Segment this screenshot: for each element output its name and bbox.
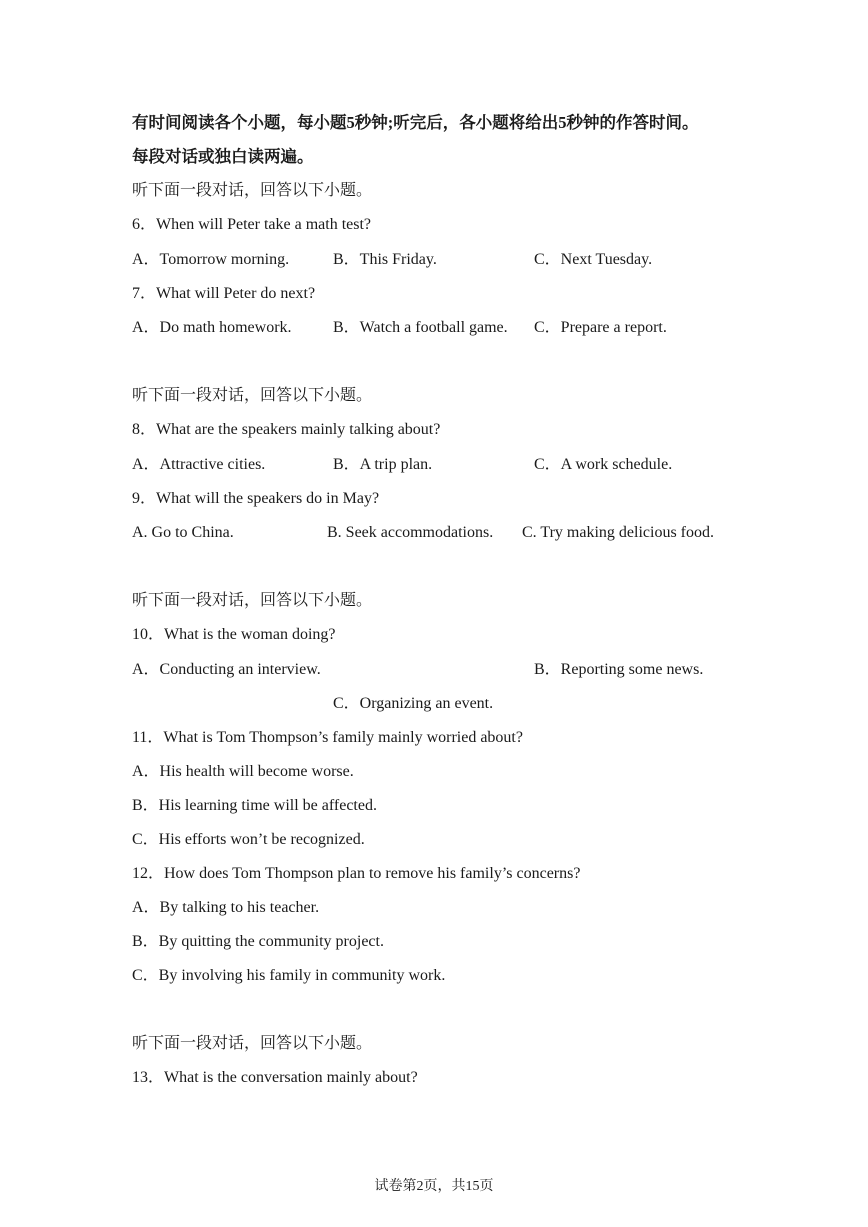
question-stem: 8．What are the speakers mainly talking about? [132,421,441,438]
section-header: 听下面一段对话，回答以下小题。 [132,182,373,199]
option-b: B．Reporting some news. [534,661,704,678]
option-a: A．Attractive cities. [132,456,266,473]
section-header: 听下面一段对话，回答以下小题。 [132,1035,373,1052]
option-b: B．By quitting the community project. [132,933,384,950]
option-c: C．Next Tuesday. [534,251,653,268]
question-stem: 12．How does Tom Thompson plan to remove his family’s concerns? [132,865,581,882]
question-stem: 9．What will the speakers do in May? [132,490,380,507]
option-a: A. Go to China. [132,524,234,541]
question-stem: 10．What is the woman doing? [132,626,336,643]
instruction-line-1: 有时间阅读各个小题，每小题5秒钟;听完后，各小题将给出5秒钟的作答时间。 [132,113,699,132]
question-stem: 13．What is the conversation mainly about? [132,1069,418,1086]
option-a: A．Conducting an interview. [132,661,321,678]
question-stem: 6．When will Peter take a math test? [132,216,372,233]
option-b: B．Watch a football game. [333,319,508,336]
page-footer: 试卷第2页，共15页 [374,1179,494,1194]
option-b: B．This Friday. [333,251,437,268]
option-c: C．A work schedule. [534,456,673,473]
option-c: C．His efforts won’t be recognized. [132,831,365,848]
section-header: 听下面一段对话，回答以下小题。 [132,592,373,609]
option-a: A．By talking to his teacher. [132,899,320,916]
option-c: C．By involving his family in community work. [132,967,446,984]
question-stem: 11．What is Tom Thompson’s family mainly worried about? [132,729,523,746]
instruction-line-2: 每段对话或独白读两遍。 [132,147,314,166]
option-b: B．His learning time will be affected. [132,797,377,814]
option-b: B．A trip plan. [333,456,433,473]
section-header: 听下面一段对话，回答以下小题。 [132,387,373,404]
option-c: C．Organizing an event. [333,695,494,712]
option-b: B. Seek accommodations. [327,524,494,541]
option-a: A．Do math homework. [132,319,292,336]
option-a: A．His health will become worse. [132,763,354,780]
option-a: A．Tomorrow morning. [132,251,290,268]
option-c: C. Try making delicious food. [522,524,715,541]
option-c: C．Prepare a report. [534,319,667,336]
question-stem: 7．What will Peter do next? [132,285,316,302]
